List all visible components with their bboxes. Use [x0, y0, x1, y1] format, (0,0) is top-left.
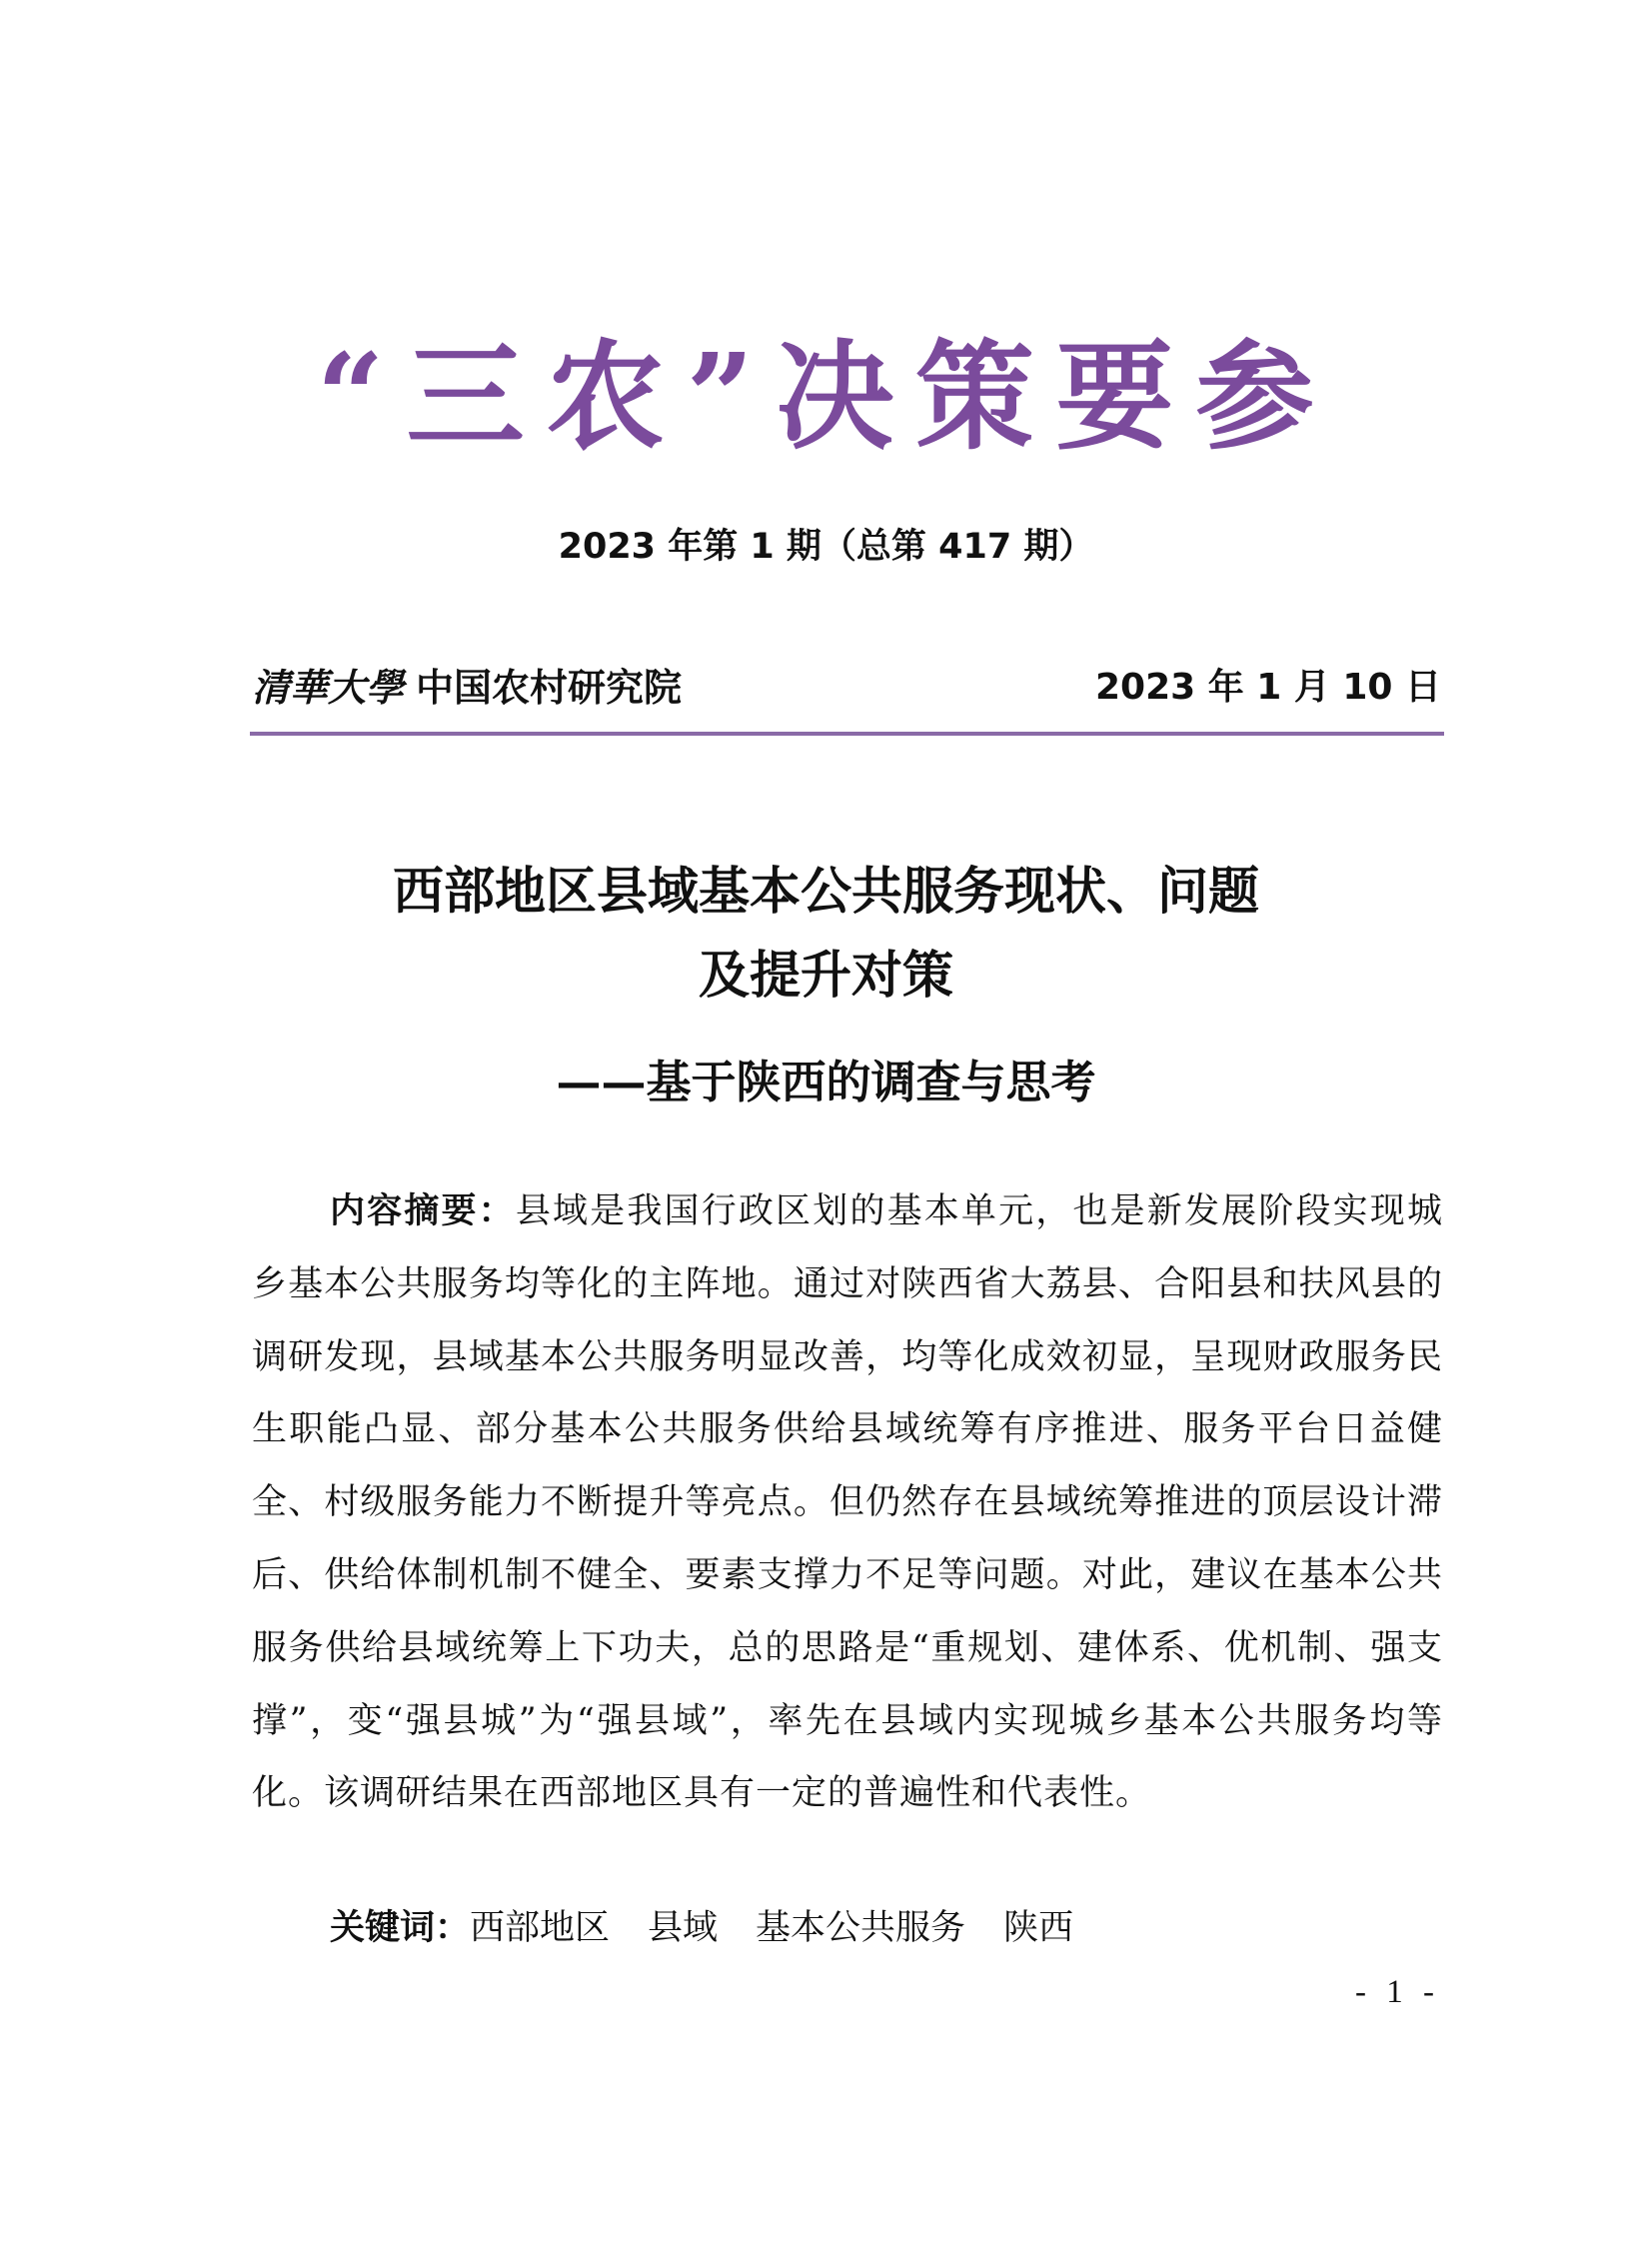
article-title-line-1: 西部地区县域基本公共服务现状、问题	[392, 862, 1259, 922]
keywords-line	[330, 1898, 1111, 1958]
organization	[252, 658, 682, 718]
abstract-paragraph	[252, 1175, 1443, 1830]
keyword: 县域	[648, 1908, 719, 1948]
document-header	[252, 658, 1441, 718]
keyword: 基本公共服务	[756, 1908, 966, 1948]
keyword: 西部地区	[470, 1908, 611, 1948]
article-title	[0, 850, 1652, 1018]
issue-line: 2023 年第 1 期（总第 417 期）	[558, 527, 1094, 567]
masthead-title: “三农”决策要参	[316, 327, 1336, 466]
university-logo-text: 清華大學	[252, 665, 405, 710]
header-divider	[250, 732, 1444, 736]
article-title-line-2: 及提升对策	[698, 946, 953, 1006]
keyword: 陕西	[1003, 1908, 1074, 1948]
abstract-label: 内容摘要：	[330, 1191, 516, 1231]
keywords-label: 关键词：	[330, 1908, 471, 1948]
institute-name: 中国农村研究院	[416, 665, 683, 710]
article-subtitle: ——基于陕西的调查与思考	[556, 1056, 1096, 1109]
publication-date: 2023 年 1 月 10 日	[1094, 667, 1441, 708]
page-number: - 1 -	[1355, 1974, 1440, 2010]
abstract-text: 县域是我国行政区划的基本单元，也是新发展阶段实现城乡基本公共服务均等化的主阵地。通过对陕西省大荔县、合阳县和扶风县的调研发现，县域基本公共服务明显改善，均等化成效初显，呈现财政服务民生职能凸显、部分基本公共服务供给县域统筹有序推进、服务平台日益健全、村级服务能力不断提升等亮点。但仍然存在县域统筹推进的顶层设计滞后、供给体制机制不健全、要素支撑力不足等问题。对此，建议在基本公共服务供给县域统筹上下功夫，总的思路是“重规划、建体系、优机制、强支撑”，变“强县城”为“强县域”，率先在县域内实现城乡基本公共服务均等化。该调研结果在西部地区具有一定的普遍性和代表性。	[252, 1191, 1443, 1814]
